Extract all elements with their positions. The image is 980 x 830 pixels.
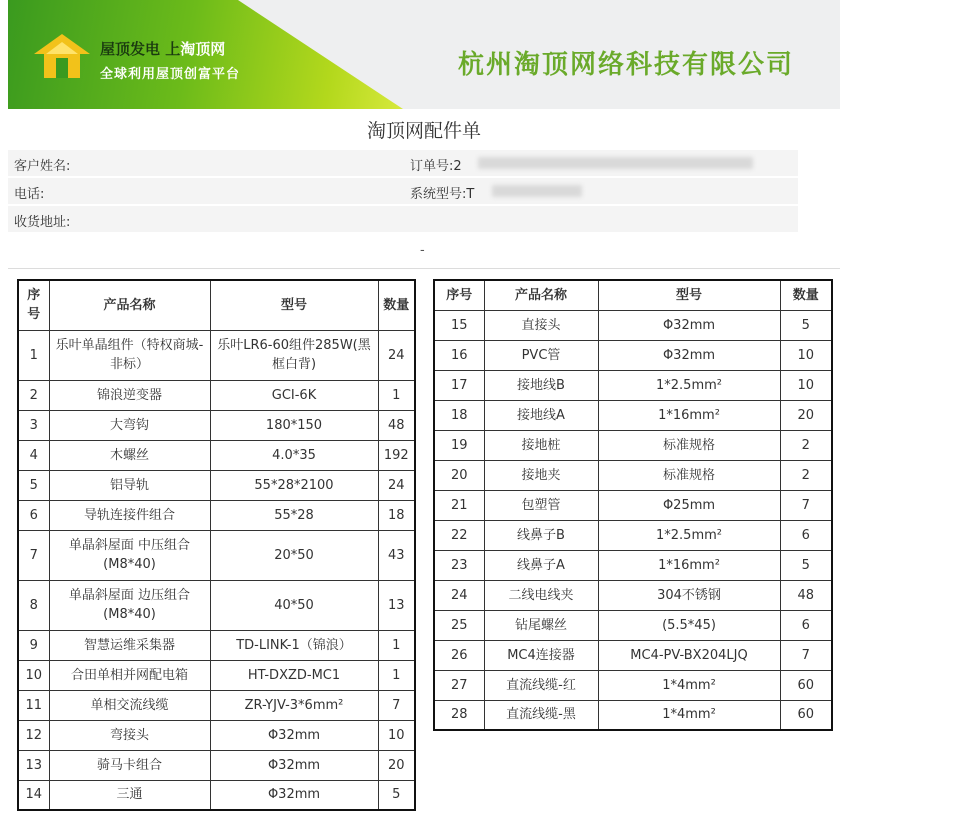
table-row [434,610,832,640]
separator-line [8,268,840,269]
parts-table-right [433,279,833,731]
system-model-label: 系统型号:T [410,187,475,202]
cell-model: HT-DXZD-MC1 [210,660,378,690]
cell-quantity: 60 [780,700,832,730]
cell-model: 20*50 [210,530,378,580]
cell-index: 6 [18,500,49,530]
cell-index: 8 [18,580,49,630]
parts-table-left [17,279,416,811]
cell-quantity: 60 [780,670,832,700]
cell-quantity: 7 [378,690,415,720]
header-quantity: 数量 [378,280,415,330]
cell-model: 标准规格 [598,460,780,490]
cell-model: 4.0*35 [210,440,378,470]
cell-index: 25 [434,610,484,640]
header-quantity: 数量 [780,280,832,310]
table-row [18,330,415,380]
table-header-row [18,280,415,330]
cell-model: 1*4mm² [598,700,780,730]
cell-index: 21 [434,490,484,520]
cell-quantity: 48 [780,580,832,610]
customer-name-label: 客户姓名: [14,159,71,174]
cell-index: 18 [434,400,484,430]
cell-product-name: 单晶斜屋面 边压组合(M8*40) [49,580,210,630]
cell-model: Φ32mm [210,750,378,780]
table-row [18,380,415,410]
table-row [434,310,832,340]
cell-quantity: 10 [378,720,415,750]
table-row [434,400,832,430]
table-row [18,630,415,660]
cell-model: Φ32mm [598,310,780,340]
cell-index: 26 [434,640,484,670]
cell-model: 1*4mm² [598,670,780,700]
cell-model: 180*150 [210,410,378,440]
header-product-name: 产品名称 [49,280,210,330]
table-row [18,440,415,470]
cell-quantity: 18 [378,500,415,530]
cell-model: 55*28*2100 [210,470,378,500]
cell-model: Φ32mm [210,720,378,750]
table-row [18,690,415,720]
info-row-phone [8,178,798,204]
cell-index: 11 [18,690,49,720]
table-row [18,720,415,750]
company-name: 杭州淘顶网络科技有限公司 [458,50,795,80]
redacted-system-model [492,185,582,197]
order-number-label: 订单号:2 [410,159,462,174]
cell-quantity: 2 [780,430,832,460]
cell-model: ZR-YJV-3*6mm² [210,690,378,720]
cell-product-name: 锦浪逆变器 [49,380,210,410]
cell-index: 12 [18,720,49,750]
cell-model: TD-LINK-1（锦浪） [210,630,378,660]
cell-index: 2 [18,380,49,410]
cell-model: 55*28 [210,500,378,530]
cell-product-name: 二线电线夹 [484,580,598,610]
cell-product-name: 三通 [49,780,210,810]
cell-index: 28 [434,700,484,730]
table-row [434,670,832,700]
table-row [434,430,832,460]
cell-model: 1*16mm² [598,550,780,580]
cell-index: 19 [434,430,484,460]
header-index: 序号 [18,280,49,330]
cell-quantity: 6 [780,610,832,640]
table-row [434,700,832,730]
cell-product-name: 乐叶单晶组件（特权商城-非标） [49,330,210,380]
cell-product-name: 合田单相并网配电箱 [49,660,210,690]
cell-product-name: 导轨连接件组合 [49,500,210,530]
cell-index: 13 [18,750,49,780]
cell-product-name: 接地线A [484,400,598,430]
table-row [434,490,832,520]
cell-model: MC4-PV-BX204LJQ [598,640,780,670]
cell-product-name: 单相交流线缆 [49,690,210,720]
cell-index: 9 [18,630,49,660]
cell-index: 27 [434,670,484,700]
page-title: 淘顶网配件单 [366,120,481,142]
cell-product-name: 接地桩 [484,430,598,460]
cell-index: 24 [434,580,484,610]
table-row [434,550,832,580]
cell-product-name: 直流线缆-红 [484,670,598,700]
cell-index: 7 [18,530,49,580]
table-row [18,410,415,440]
cell-product-name: MC4连接器 [484,640,598,670]
cell-quantity: 5 [780,310,832,340]
cell-index: 23 [434,550,484,580]
cell-index: 16 [434,340,484,370]
cell-product-name: 包塑管 [484,490,598,520]
phone-label: 电话: [14,187,45,202]
table-header-row [434,280,832,310]
info-row-customer [8,150,798,176]
cell-model: Φ32mm [210,780,378,810]
cell-index: 20 [434,460,484,490]
order-number-value: 2 [453,159,462,174]
header-banner [8,0,840,109]
cell-model: 304不锈钢 [598,580,780,610]
cell-index: 22 [434,520,484,550]
table-row [18,660,415,690]
cell-index: 1 [18,330,49,380]
cell-quantity: 192 [378,440,415,470]
banner-slogan [100,38,225,59]
cell-product-name: 铝导轨 [49,470,210,500]
cell-quantity: 10 [780,370,832,400]
cell-model: Φ32mm [598,340,780,370]
cell-quantity: 1 [378,380,415,410]
cell-quantity: 13 [378,580,415,630]
cell-product-name: PVC管 [484,340,598,370]
cell-index: 4 [18,440,49,470]
cell-model: 1*2.5mm² [598,520,780,550]
header-index: 序号 [434,280,484,310]
cell-index: 3 [18,410,49,440]
header-model: 型号 [598,280,780,310]
header-model: 型号 [210,280,378,330]
cell-product-name: 接地夹 [484,460,598,490]
table-row [434,340,832,370]
cell-index: 14 [18,780,49,810]
cell-quantity: 20 [780,400,832,430]
table-row [434,370,832,400]
cell-index: 10 [18,660,49,690]
table-row [18,750,415,780]
cell-model: 40*50 [210,580,378,630]
table-row [434,580,832,610]
cell-quantity: 7 [780,640,832,670]
slogan-brand: 淘顶网 [180,40,226,58]
cell-quantity: 10 [780,340,832,370]
cell-product-name: 钻尾螺丝 [484,610,598,640]
cell-quantity: 24 [378,470,415,500]
cell-model: (5.5*45) [598,610,780,640]
cell-product-name: 接地线B [484,370,598,400]
cell-product-name: 线鼻子B [484,520,598,550]
cell-quantity: 7 [780,490,832,520]
cell-quantity: 43 [378,530,415,580]
cell-model: 1*16mm² [598,400,780,430]
cell-quantity: 5 [780,550,832,580]
cell-product-name: 直流线缆-黑 [484,700,598,730]
cell-product-name: 弯接头 [49,720,210,750]
table-row [434,520,832,550]
cell-product-name: 智慧运维采集器 [49,630,210,660]
cell-quantity: 24 [378,330,415,380]
cell-index: 15 [434,310,484,340]
banner-tagline: 全球利用屋顶创富平台 [100,67,241,82]
cell-index: 17 [434,370,484,400]
slogan-part1: 屋顶发电 上 [100,40,181,58]
cell-product-name: 单晶斜屋面 中压组合(M8*40) [49,530,210,580]
cell-product-name: 大弯钩 [49,410,210,440]
table-row [18,470,415,500]
cell-quantity: 6 [780,520,832,550]
redacted-order-number [478,157,753,169]
cell-model: Φ25mm [598,490,780,520]
divider-text: - [420,243,425,258]
cell-model: 1*2.5mm² [598,370,780,400]
cell-product-name: 木螺丝 [49,440,210,470]
cell-product-name: 线鼻子A [484,550,598,580]
cell-index: 5 [18,470,49,500]
address-label: 收货地址: [14,215,71,230]
system-model-value: T [466,187,475,202]
cell-quantity: 1 [378,660,415,690]
cell-model: GCI-6K [210,380,378,410]
table-row [18,780,415,810]
house-logo-icon [32,32,92,80]
cell-model: 标准规格 [598,430,780,460]
header-product-name: 产品名称 [484,280,598,310]
table-row [434,460,832,490]
cell-product-name: 骑马卡组合 [49,750,210,780]
cell-quantity: 1 [378,630,415,660]
table-row [18,530,415,580]
table-row [18,580,415,630]
info-row-address [8,206,798,232]
cell-quantity: 48 [378,410,415,440]
cell-model: 乐叶LR6-60组件285W(黑框白背) [210,330,378,380]
cell-quantity: 20 [378,750,415,780]
table-row [18,500,415,530]
cell-product-name: 直接头 [484,310,598,340]
cell-quantity: 5 [378,780,415,810]
table-row [434,640,832,670]
cell-quantity: 2 [780,460,832,490]
